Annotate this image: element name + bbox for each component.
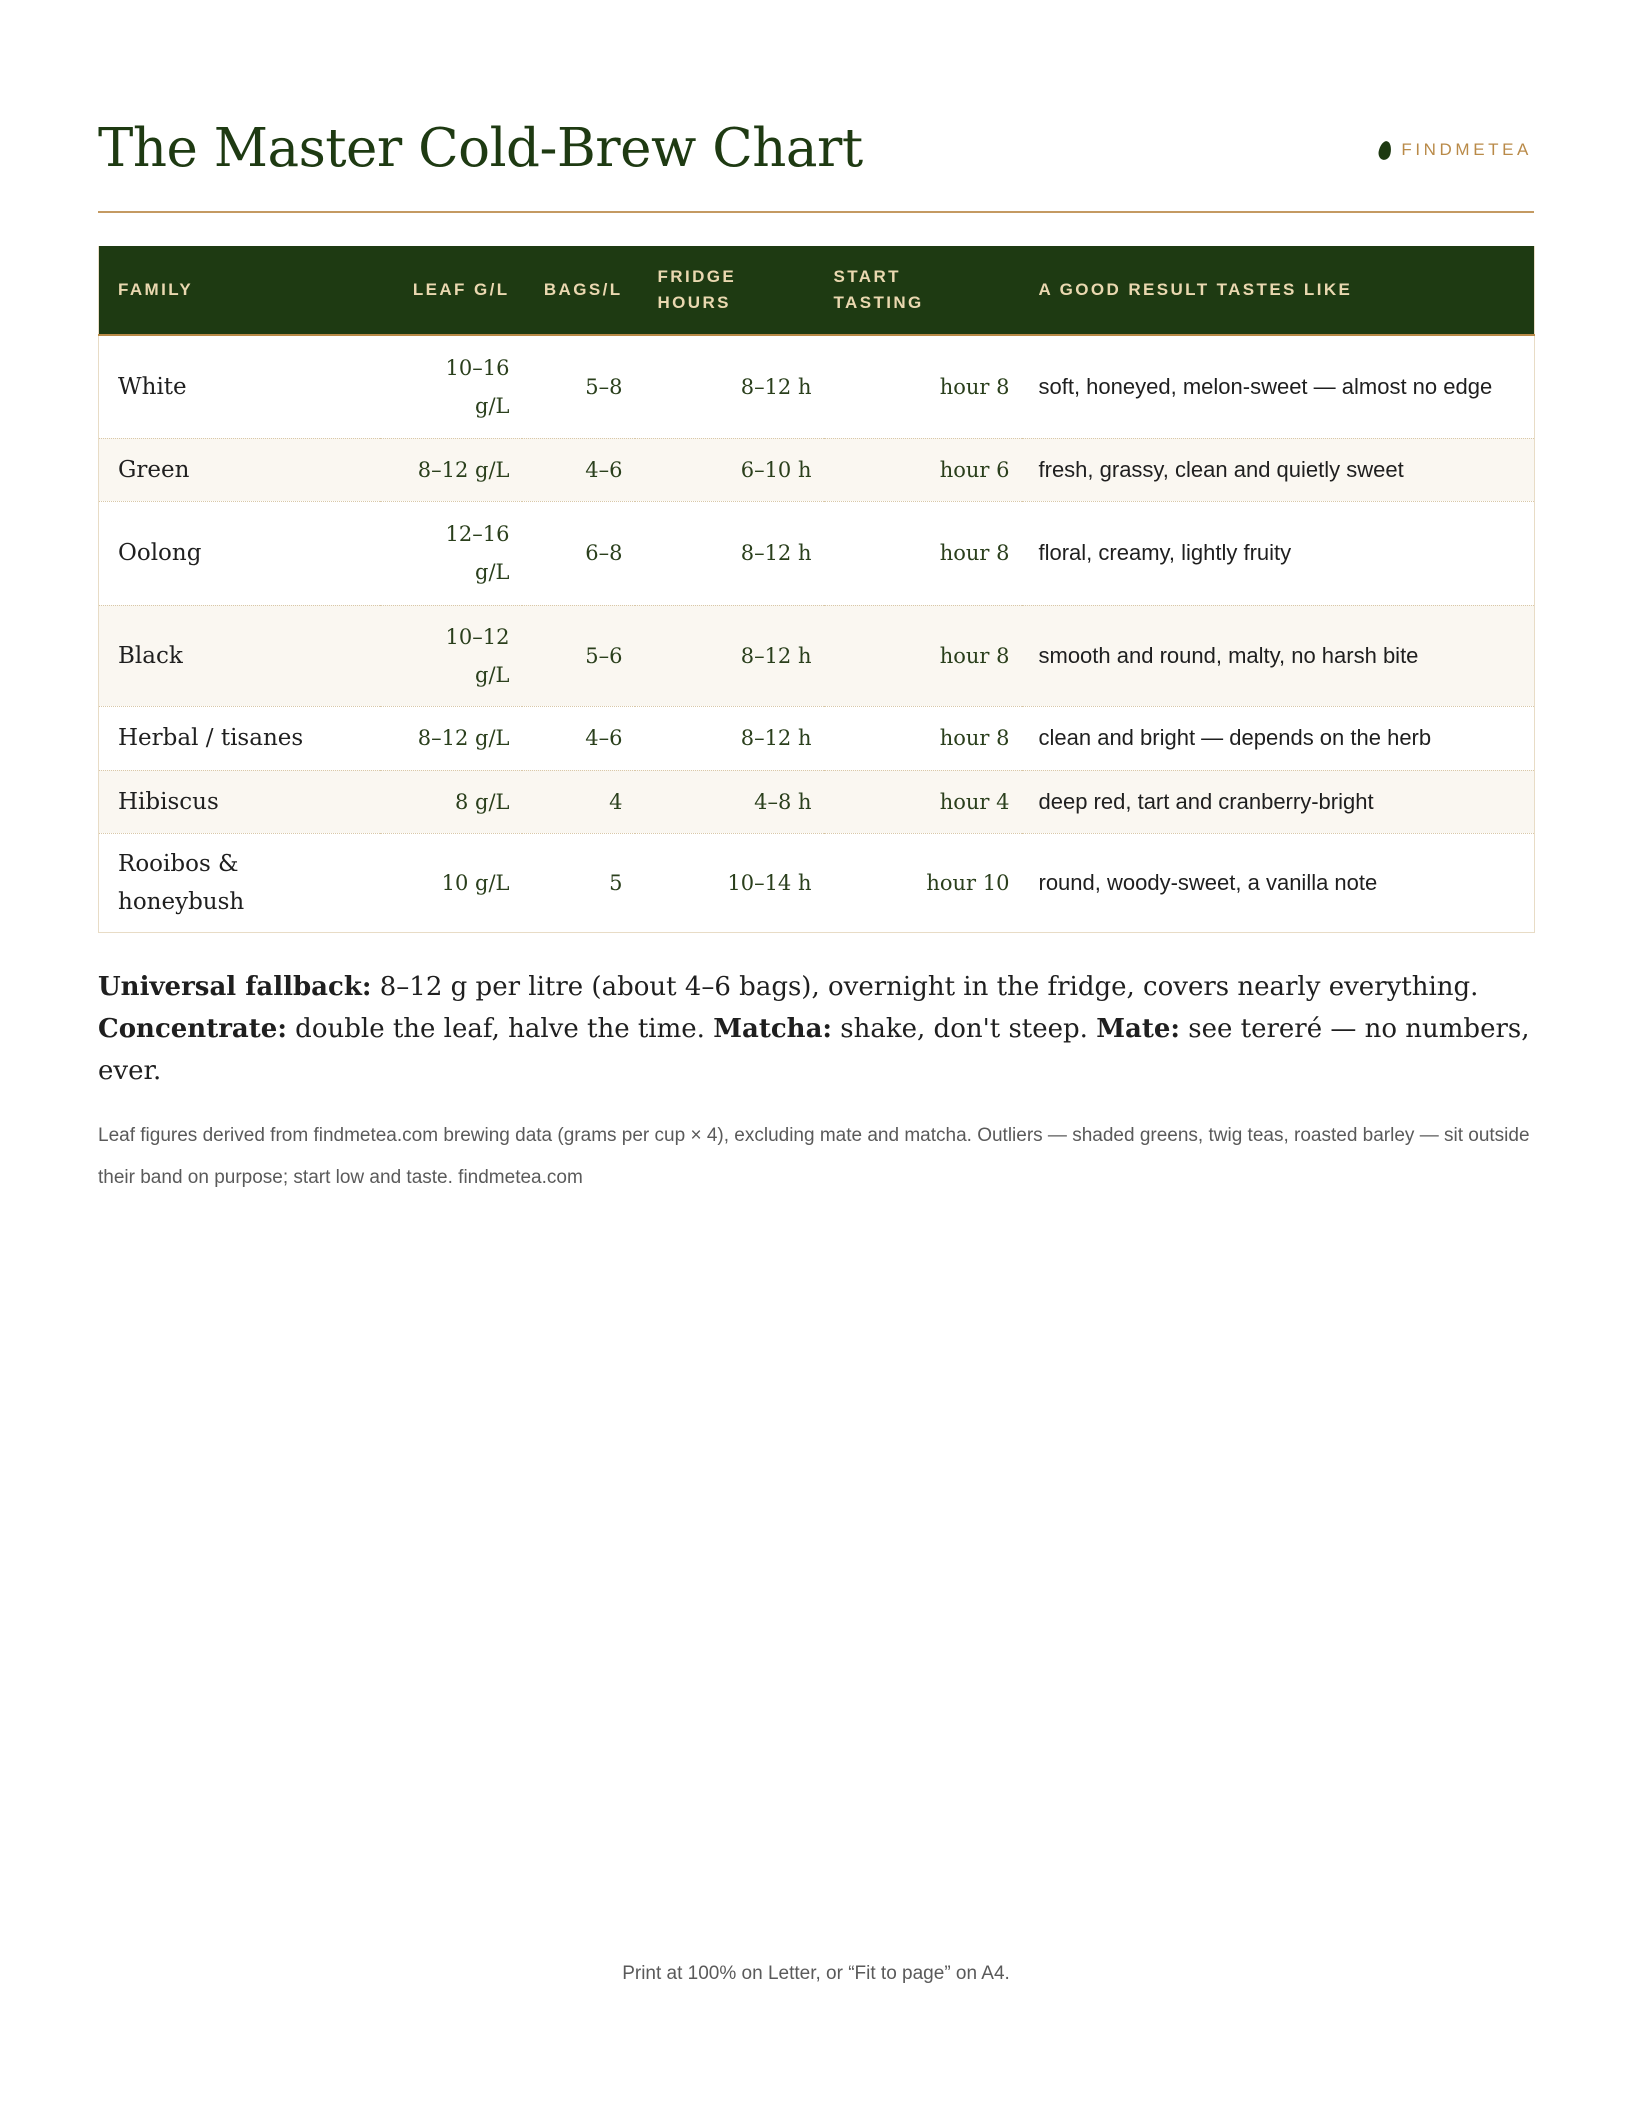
- bags-cell: 6–8: [522, 501, 635, 605]
- leaf-cell: 8–12 g/L: [380, 438, 522, 501]
- column-header-fridge-hours: FRIDGE HOURS: [635, 246, 824, 335]
- print-instructions: Print at 100% on Letter, or “Fit to page” on A4.: [622, 1963, 1010, 1984]
- brand-mark[interactable]: [1379, 138, 1532, 162]
- family-cell: Hibiscus: [99, 770, 380, 833]
- table-row: [99, 335, 1535, 438]
- start-cell: hour 8: [824, 501, 1022, 605]
- table-row: [99, 605, 1535, 706]
- bags-cell: 4: [522, 770, 635, 833]
- start-cell: hour 8: [824, 706, 1022, 770]
- family-cell: White: [99, 335, 380, 438]
- column-header-family: FAMILY: [99, 246, 380, 335]
- column-header-start-tasting: START TASTING: [824, 246, 1022, 335]
- cold-brew-table: [98, 246, 1535, 933]
- bags-cell: 5: [522, 833, 635, 932]
- bags-cell: 4–6: [522, 706, 635, 770]
- header-divider: [98, 211, 1534, 213]
- taste-cell: soft, honeyed, melon-sweet — almost no edge: [1022, 335, 1535, 438]
- taste-cell: round, woody-sweet, a vanilla note: [1022, 833, 1535, 932]
- table-row: [99, 833, 1535, 932]
- taste-cell: clean and bright — depends on the herb: [1022, 706, 1535, 770]
- leaf-icon: [1378, 139, 1394, 160]
- matcha-text: shake, don't steep.: [832, 1014, 1097, 1044]
- taste-cell: smooth and round, malty, no harsh bite: [1022, 605, 1535, 706]
- leaf-cell: 10–12 g/L: [380, 605, 522, 706]
- brand-name: FINDMETEA: [1401, 140, 1532, 159]
- mate-label: Mate:: [1096, 1014, 1180, 1044]
- table-row: [99, 770, 1535, 833]
- start-cell: hour 10: [824, 833, 1022, 932]
- leaf-cell: 10 g/L: [380, 833, 522, 932]
- concentrate-text: double the leaf, halve the time.: [286, 1014, 714, 1044]
- family-cell: Rooibos & honeybush: [99, 833, 380, 932]
- concentrate-label: Concentrate:: [98, 1014, 287, 1044]
- leaf-cell: 10–16 g/L: [380, 335, 522, 438]
- fridge-cell: 8–12 h: [635, 706, 824, 770]
- fridge-cell: 10–14 h: [635, 833, 824, 932]
- start-cell: hour 8: [824, 335, 1022, 438]
- start-cell: hour 8: [824, 605, 1022, 706]
- fallback-text: 8–12 g per litre (about 4–6 bags), overnight in the fridge, covers nearly everything.: [371, 972, 1479, 1002]
- family-cell: Black: [99, 605, 380, 706]
- page-header: [98, 118, 1534, 212]
- brewing-guidance: [98, 966, 1534, 1092]
- family-cell: Herbal / tisanes: [99, 706, 380, 770]
- bags-cell: 5–8: [522, 335, 635, 438]
- bags-cell: 5–6: [522, 605, 635, 706]
- source-footnote: Leaf figures derived from findmetea.com brewing data (grams per cup × 4), excluding mate and matcha. Outliers — shaded greens, twig teas, roasted barley — sit outside their band on purpose; start low and taste. findmetea.com: [98, 1125, 1530, 1188]
- fridge-cell: 8–12 h: [635, 501, 824, 605]
- taste-cell: floral, creamy, lightly fruity: [1022, 501, 1535, 605]
- start-cell: hour 4: [824, 770, 1022, 833]
- family-cell: Oolong: [99, 501, 380, 605]
- column-header-bags: BAGS/L: [522, 246, 635, 335]
- leaf-cell: 12–16 g/L: [380, 501, 522, 605]
- family-cell: Green: [99, 438, 380, 501]
- fridge-cell: 6–10 h: [635, 438, 824, 501]
- column-header-taste: A GOOD RESULT TASTES LIKE: [1022, 246, 1535, 335]
- leaf-cell: 8 g/L: [380, 770, 522, 833]
- column-header-leaf: LEAF G/L: [380, 246, 522, 335]
- bags-cell: 4–6: [522, 438, 635, 501]
- start-cell: hour 6: [824, 438, 1022, 501]
- fridge-cell: 4–8 h: [635, 770, 824, 833]
- fridge-cell: 8–12 h: [635, 335, 824, 438]
- taste-cell: deep red, tart and cranberry-bright: [1022, 770, 1535, 833]
- leaf-cell: 8–12 g/L: [380, 706, 522, 770]
- table-row: [99, 706, 1535, 770]
- page-title: The Master Cold-Brew Chart: [98, 118, 863, 179]
- table-row: [99, 438, 1535, 501]
- fridge-cell: 8–12 h: [635, 605, 824, 706]
- table-header-row: [99, 246, 1535, 335]
- fallback-label: Universal fallback:: [98, 972, 372, 1002]
- table-row: [99, 501, 1535, 605]
- mate-text: see tereré — no numbers, ever.: [98, 1014, 1530, 1086]
- matcha-label: Matcha:: [713, 1014, 833, 1044]
- taste-cell: fresh, grassy, clean and quietly sweet: [1022, 438, 1535, 501]
